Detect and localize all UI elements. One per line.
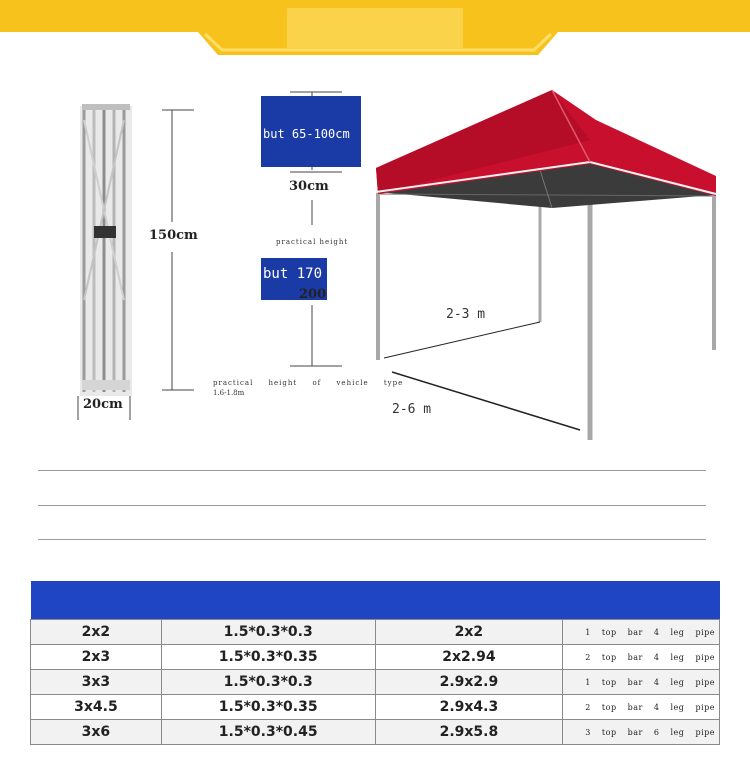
size-cell: 3x6 [31, 720, 162, 745]
canopy-size-cell: 2.9x5.8 [375, 720, 563, 745]
upper-height-text: but 65-100cm [263, 127, 350, 141]
canopy-size-cell: 2x2.94 [375, 645, 563, 670]
folded-frame-image [80, 104, 132, 396]
package-cell: 1.5*0.3*0.45 [161, 720, 375, 745]
table-header-bar [31, 581, 720, 620]
frame-height-label: 150cm [149, 228, 198, 243]
size-cell: 2x2 [31, 620, 162, 645]
banner-shape [0, 0, 750, 58]
table-row [31, 670, 720, 695]
canopy-size-cell: 2.9x4.3 [375, 695, 563, 720]
practical-height-label: practical height [276, 238, 349, 246]
vehicle-note-line2: 1.6-1.8m [213, 389, 245, 397]
header-banner [0, 0, 750, 58]
note-cell: 3 top bar 6 leg pipe [563, 720, 720, 745]
canopy-length-label: 2-6 m [392, 402, 432, 417]
size-cell: 2x3 [31, 645, 162, 670]
frame-width-label: 20cm [83, 397, 123, 412]
canopy-size-cell: 2.9x2.9 [375, 670, 563, 695]
canopy-tent-image [376, 90, 716, 440]
size-cell: 3x3 [31, 670, 162, 695]
package-cell: 1.5*0.3*0.3 [161, 670, 375, 695]
divider-line [38, 470, 706, 471]
lower-height-value: 200 [299, 287, 327, 302]
table-row [31, 645, 720, 670]
package-cell: 1.5*0.3*0.3 [161, 620, 375, 645]
table-row [31, 620, 720, 645]
depth-label: 30cm [289, 179, 329, 194]
table-row [31, 720, 720, 745]
size-cell: 3x4.5 [31, 695, 162, 720]
table-row [31, 695, 720, 720]
lower-height-text: but 170 [263, 266, 323, 282]
package-cell: 1.5*0.3*0.35 [161, 645, 375, 670]
canopy-size-cell: 2x2 [375, 620, 563, 645]
vehicle-note-line1: practical height of vehicle type [213, 379, 404, 387]
note-cell: 2 top bar 4 leg pipe [563, 645, 720, 670]
spec-table [30, 581, 720, 745]
note-cell: 1 top bar 4 leg pipe [563, 620, 720, 645]
note-cell: 2 top bar 4 leg pipe [563, 695, 720, 720]
divider-line [38, 539, 706, 540]
package-cell: 1.5*0.3*0.35 [161, 695, 375, 720]
canopy-width-label: 2-3 m [446, 307, 486, 322]
table-header-row [31, 581, 720, 620]
divider-line [38, 505, 706, 506]
note-cell: 1 top bar 4 leg pipe [563, 670, 720, 695]
